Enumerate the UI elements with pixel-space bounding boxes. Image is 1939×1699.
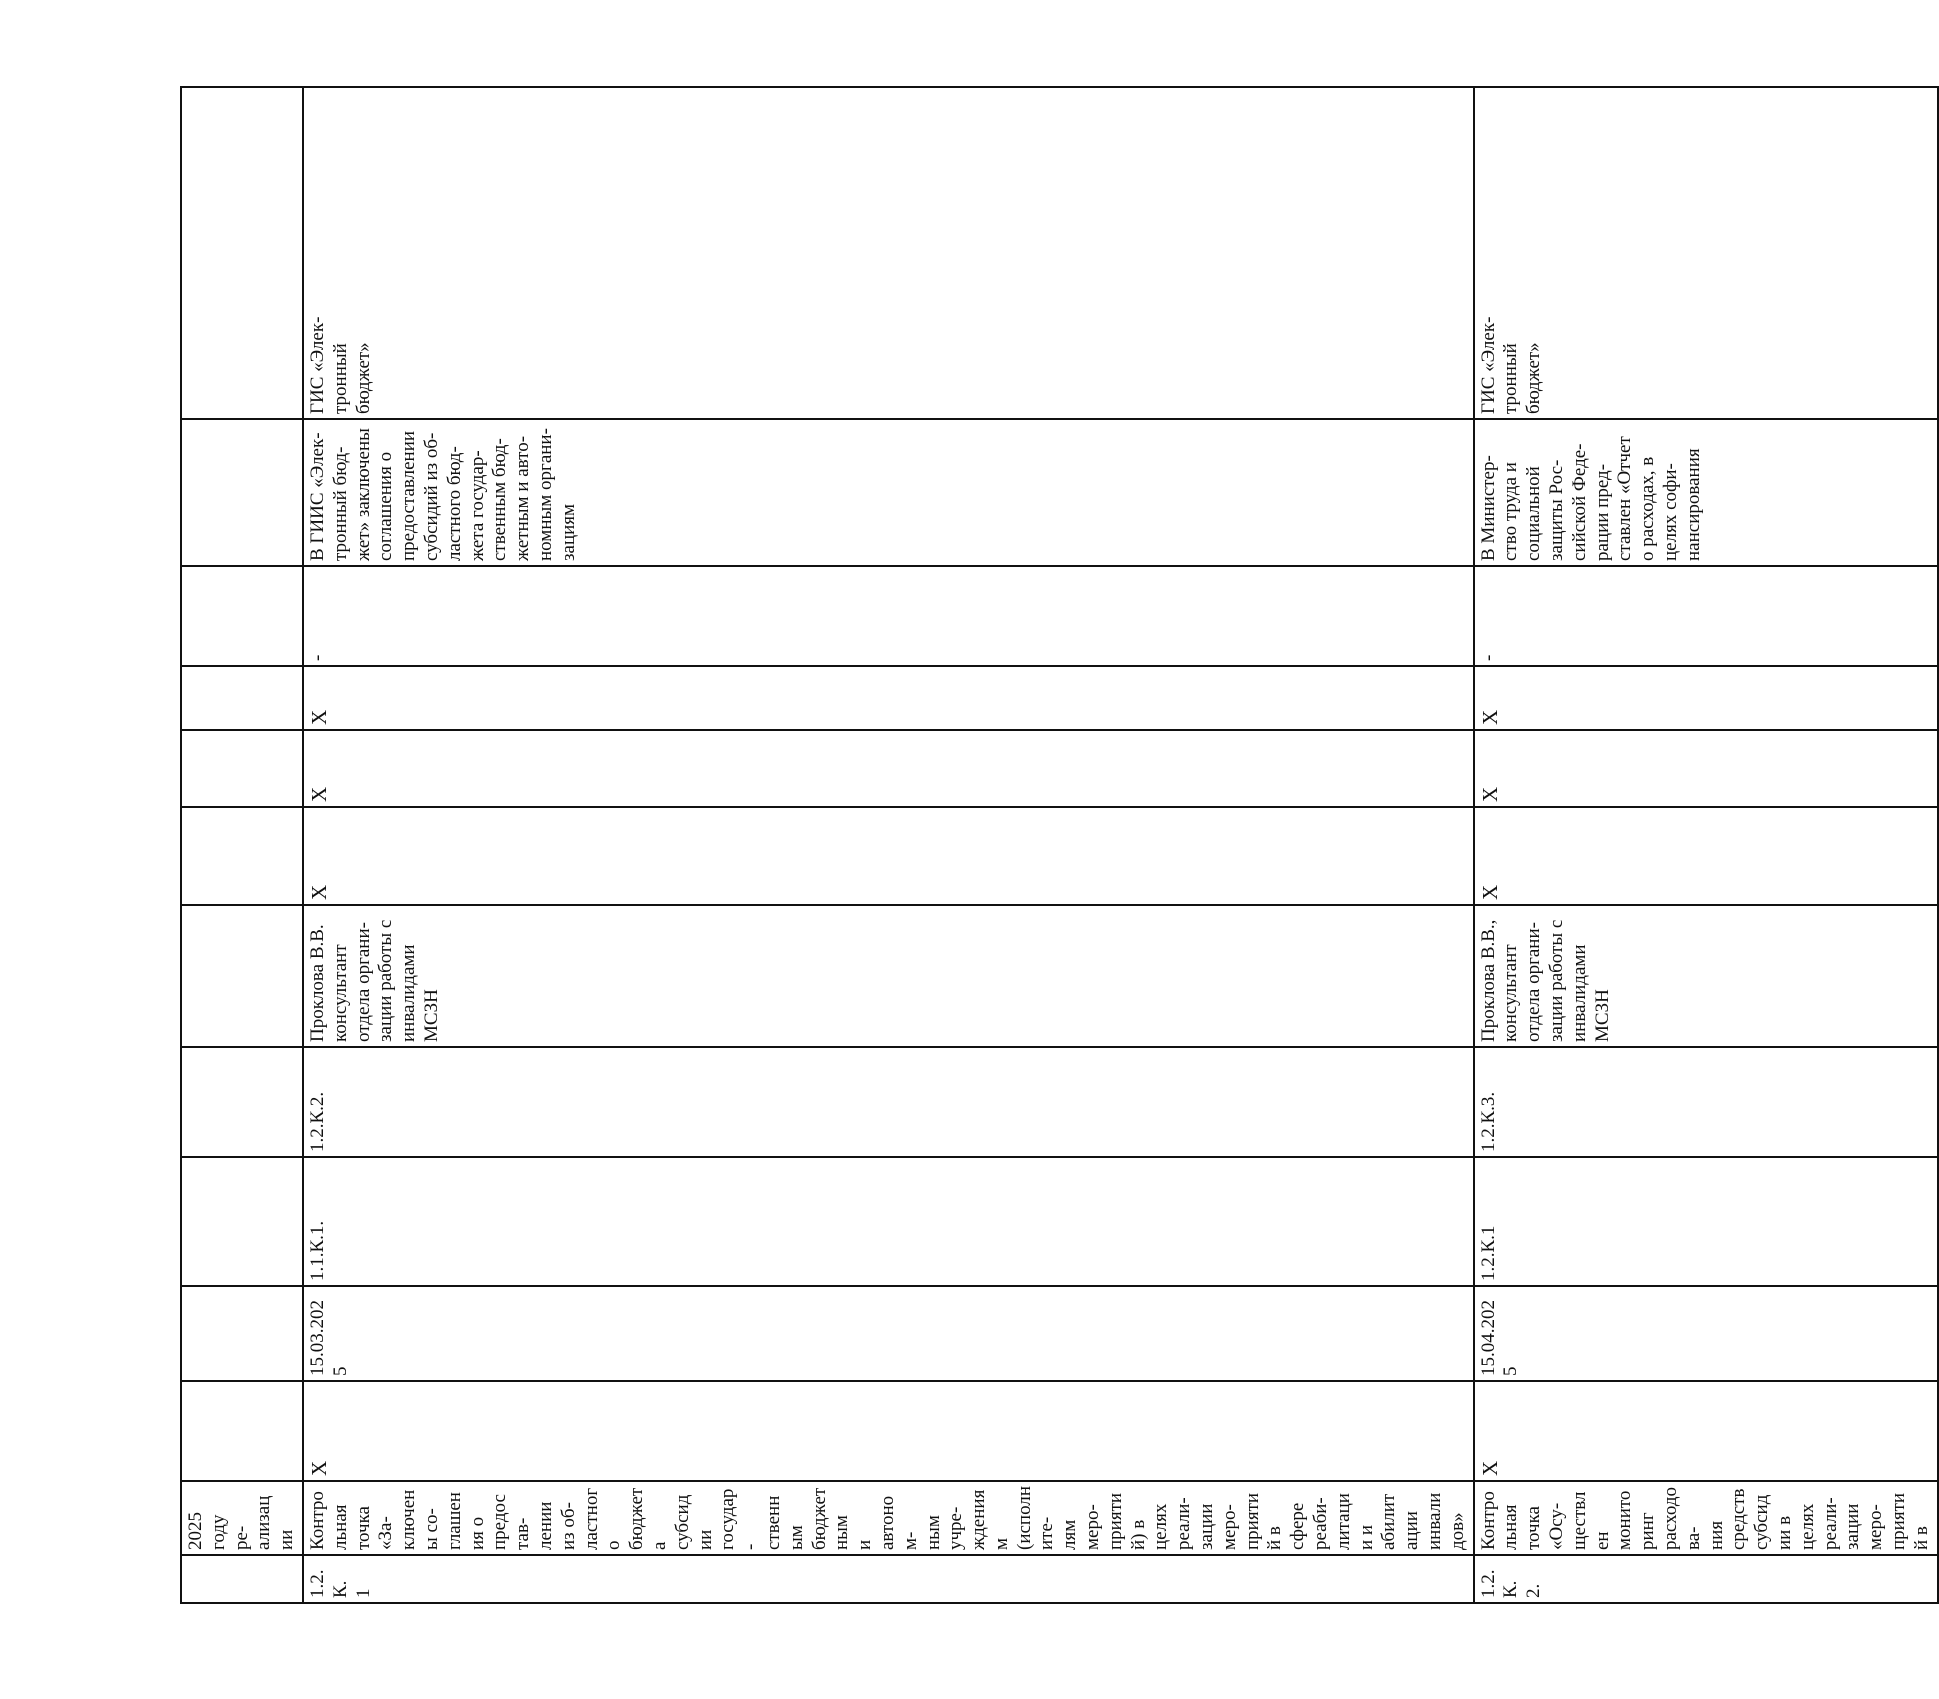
dash-cell: -	[303, 566, 1474, 666]
mark-cell: X	[1474, 730, 1938, 807]
row-number: 1.2.К. 2.	[1474, 1555, 1938, 1603]
control-point-name: Контрольная точка «За- ключены со- глашения о предостав- лении из об- ластного бюджета субсидии государ- ственным бюджетным и автоном- ным учре- ждениям (исполните- лям меро- приятий) в целях реали- зации меро- приятий в сфере реаби- литации и абилитации инвалидов»	[303, 1481, 1474, 1555]
header-cell-empty	[181, 1047, 303, 1157]
header-cell-1	[181, 1555, 303, 1603]
predecessor-cell: 1.2.К.1	[1474, 1157, 1938, 1286]
responsible-cell: Проклова В.В. консультант отдела органи- зации работы с инвалидами МСЗН	[303, 905, 1474, 1047]
control-point-name: Контрольная точка «Осу- ществлен мониторинг расходова- ния средств субсидии в целях реали- зации меро- приятий в	[1474, 1481, 1938, 1555]
rotated-table-page	[180, 88, 1932, 1604]
successor-cell: 1.2.К.2.	[303, 1047, 1474, 1157]
table-row	[303, 87, 1474, 1603]
successor-cell: 1.2.К.3.	[1474, 1047, 1938, 1157]
header-cell-empty	[181, 87, 303, 419]
mark-cell: X	[1474, 807, 1938, 905]
mark-cell: X	[303, 666, 1474, 730]
document-cell: В Министер- ство труда и социальной защиты Рос- сийской Феде- рации пред- ставлен «Отчет о расходах, в целях софи- нансирования	[1474, 419, 1938, 566]
information-system-cell: ГИС «Элек- тронный бюджет»	[1474, 87, 1938, 419]
header-cell-empty	[181, 730, 303, 807]
header-cell-2: 2025 году ре- ализации	[181, 1481, 303, 1555]
mark-cell: X	[303, 1381, 1474, 1481]
date-cell: 15.04.2025	[1474, 1286, 1938, 1381]
header-cell-empty	[181, 1157, 303, 1286]
header-cell-empty	[181, 566, 303, 666]
header-cell-empty	[181, 666, 303, 730]
header-cell-empty	[181, 807, 303, 905]
header-cell-empty	[181, 1381, 303, 1481]
table-row	[1474, 87, 1938, 1603]
dash-cell: -	[1474, 566, 1938, 666]
responsible-cell: Проклова В.В., консультант отдела органи- зации работы с инвалидами МСЗН	[1474, 905, 1938, 1047]
date-cell: 15.03.2025	[303, 1286, 1474, 1381]
mark-cell: X	[303, 730, 1474, 807]
control-points-table	[180, 86, 1939, 1604]
mark-cell: X	[1474, 666, 1938, 730]
predecessor-cell: 1.1.К.1.	[303, 1157, 1474, 1286]
information-system-cell: ГИС «Элек- тронный бюджет»	[303, 87, 1474, 419]
document-cell: В ГИИС «Элек- тронный бюд- жет» заключены соглашения о предоставлении субсидий из об- ластного бюд- жета государ- ственным бюд- жетным и авто- номным органи- зациям	[303, 419, 1474, 566]
header-cell-empty	[181, 419, 303, 566]
header-cell-empty	[181, 905, 303, 1047]
mark-cell: X	[1474, 1381, 1938, 1481]
header-cell-empty	[181, 1286, 303, 1381]
mark-cell: X	[303, 807, 1474, 905]
row-number: 1.2.К. 1	[303, 1555, 1474, 1603]
table-header-row	[181, 87, 303, 1603]
